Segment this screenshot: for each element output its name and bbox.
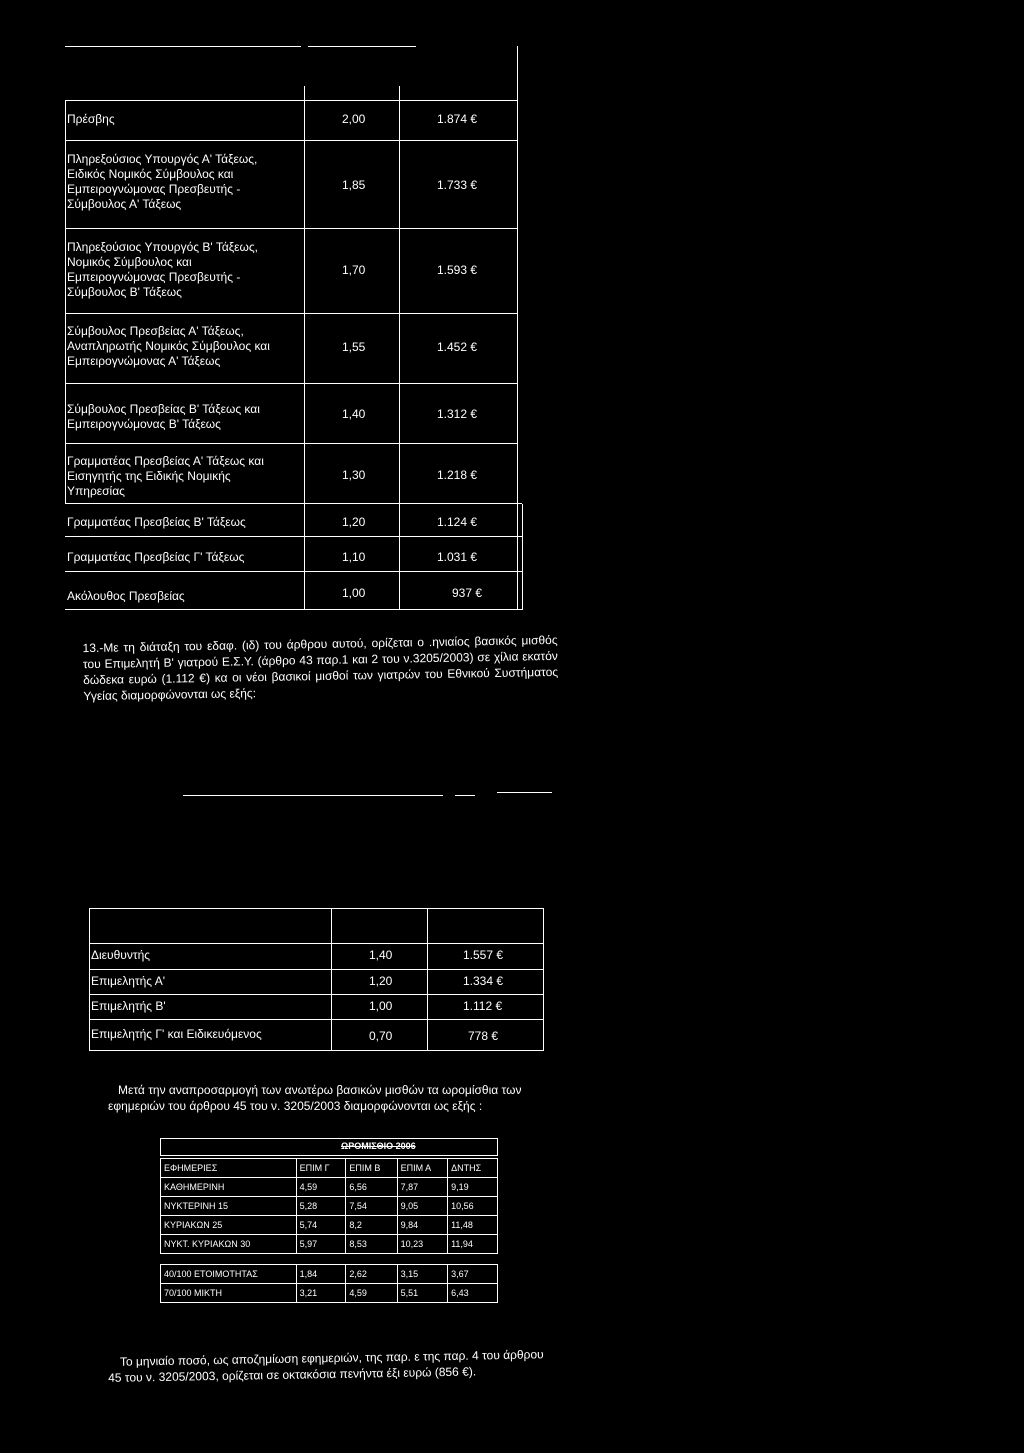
table-cell: 5,28	[296, 1197, 346, 1216]
row-2-salary: 1.733 €	[437, 178, 478, 192]
row-9-title: Ακόλουθος Πρεσβείας	[67, 589, 185, 603]
table-cell: 11,48	[448, 1216, 498, 1235]
table-cell: 6,43	[448, 1284, 498, 1303]
t2-row-4-salary: 778 €	[468, 1029, 499, 1043]
header-cell: ΔΝΤΗΣ	[448, 1159, 498, 1178]
table-cell: 7,87	[397, 1178, 448, 1197]
table-cell	[161, 1254, 498, 1265]
table-row	[161, 1235, 498, 1254]
table-3-caption-box	[160, 1138, 498, 1156]
table-cell: ΚΥΡΙΑΚΩΝ 25	[161, 1216, 297, 1235]
table-row	[161, 1216, 498, 1235]
table-cell: ΝΥΚΤΕΡΙΝΗ 15	[161, 1197, 297, 1216]
paragraph-doctors-salary: 13.-Με τη διάταξη του εδαφ. (ιδ) του άρθρου αυτού, ορίζεται ο .ηνιαίος βασικός μισθός του Επιμελητή Β' γιατρού Ε.Σ.Υ. (άρθρο 43 παρ.1 και 2 του ν.3205/2003) σε χίλια εκατόν δώδεκα ευρώ (1.112 €) κα οι νέοι βασικοί μισθοί των γιατρών του Εθνικού Συστήματος Υγείας διαμορφώνονται ως εξής:	[82, 632, 559, 704]
t2-row-1-title: Διευθυντής	[91, 948, 151, 962]
row-9-coef: 1,00	[342, 586, 366, 600]
table-cell: 3,21	[296, 1284, 346, 1303]
t2-row-2-salary: 1.334 €	[463, 974, 504, 988]
t2-row-2-title: Επιμελητής Α'	[91, 974, 166, 988]
table-cell: 6,56	[346, 1178, 397, 1197]
row-3-salary: 1.593 €	[437, 263, 478, 277]
row-8-title: Γραμματέας Πρεσβείας Γ' Τάξεως	[67, 550, 245, 564]
row-2-coef: 1,85	[342, 178, 366, 192]
paragraph-monthly-amount: Το μηνιαίο ποσό, ως αποζημίωση εφημεριών, της παρ. ε της παρ. 4 του άρθρου 45 του ν. 3205/2003, ορίζεται σε οκτακόσια πενήντα έξι ευρώ (856 €).	[108, 1347, 544, 1385]
t2-row-3-salary: 1.112 €	[463, 999, 503, 1013]
row-3-coef: 1,70	[342, 263, 366, 277]
divider	[497, 792, 552, 793]
table-spacer-row	[161, 1254, 498, 1265]
table-cell: 3,15	[397, 1265, 448, 1284]
row-7-title: Γραμματέας Πρεσβείας Β' Τάξεως	[67, 515, 246, 529]
table-cell: 40/100 ΕΤΟΙΜΟΤΗΤΑΣ	[161, 1265, 297, 1284]
row-8-coef: 1,10	[342, 550, 366, 564]
t2-row-1-salary: 1.557 €	[463, 948, 504, 962]
t2-row-1-coef: 1,40	[369, 948, 393, 962]
row-7-salary: 1.124 €	[437, 515, 478, 529]
header-cell: ΕΠΙΜ Γ	[296, 1159, 346, 1178]
divider	[183, 795, 443, 796]
divider	[455, 795, 475, 796]
table-header-row	[161, 1159, 498, 1178]
table-cell: ΚΑΘΗΜΕΡΙΝΗ	[161, 1178, 297, 1197]
header-cell: ΕΦΗΜΕΡΙΕΣ	[161, 1159, 297, 1178]
row-6-salary: 1.218 €	[437, 468, 478, 482]
table-cell: 10,23	[397, 1235, 448, 1254]
table-cell: 3,67	[448, 1265, 498, 1284]
overtime-table	[160, 1158, 498, 1303]
row-6-title: Γραμματέας Πρεσβείας Α' Τάξεως και Εισηγητής της Ειδικής Νομικής Υπηρεσίας	[67, 454, 264, 498]
table-cell: ΝΥΚΤ. ΚΥΡΙΑΚΩΝ 30	[161, 1235, 297, 1254]
t2-row-4-title: Επιμελητής Γ' και Ειδικευόμενος	[91, 1027, 262, 1041]
table-cell: 4,59	[296, 1178, 346, 1197]
row-5-coef: 1,40	[342, 407, 366, 421]
table-cell: 7,54	[346, 1197, 397, 1216]
table-cell: 5,51	[397, 1284, 448, 1303]
table-cell: 9,19	[448, 1178, 498, 1197]
row-8-salary: 1.031 €	[437, 550, 478, 564]
paragraph-overtime-intro: Μετά την αναπροσαρμογή των ανωτέρω βασικών μισθών τα ωρομίσθια των εφημεριών του άρθρου 45 του ν. 3205/2003 διαμορφώνονται ως εξής :	[108, 1083, 522, 1113]
table-cell: 2,62	[346, 1265, 397, 1284]
row-7-coef: 1,20	[342, 515, 366, 529]
row-3-title: Πληρεξούσιος Υπουργός Β' Τάξεως, Νομικός Σύμβουλος και Εμπειρογνώμονας Πρεσβευτής - Σύμβουλος Β' Τάξεως	[67, 240, 258, 299]
row-1-title: Πρέσβης	[67, 112, 115, 126]
t2-row-2-coef: 1,20	[369, 974, 393, 988]
table-row	[161, 1178, 498, 1197]
row-4-salary: 1.452 €	[437, 340, 478, 354]
table-cell: 8,53	[346, 1235, 397, 1254]
row-4-coef: 1,55	[342, 340, 366, 354]
table-row	[161, 1284, 498, 1303]
t2-row-3-coef: 1,00	[369, 999, 393, 1013]
table-cell: 9,05	[397, 1197, 448, 1216]
row-2-title: Πληρεξούσιος Υπουργός Α' Τάξεως, Ειδικός Νομικός Σύμβουλος και Εμπειρογνώμονας Πρεσβευτής - Σύμβουλος Α' Τάξεως	[67, 152, 258, 211]
table-cell: 1,84	[296, 1265, 346, 1284]
table-cell: 70/100 ΜΙΚΤΗ	[161, 1284, 297, 1303]
t2-row-4-coef: 0,70	[369, 1029, 393, 1043]
table-3-caption: ΩΡΟΜΙΣΘΙΟ 2006	[341, 1141, 416, 1151]
table-row	[161, 1197, 498, 1216]
header-cell: ΕΠΙΜ Α	[397, 1159, 448, 1178]
table-cell: 9,84	[397, 1216, 448, 1235]
t2-row-3-title: Επιμελητής Β'	[91, 999, 166, 1013]
row-6-coef: 1,30	[342, 468, 366, 482]
table-row	[161, 1265, 498, 1284]
row-5-title: Σύμβουλος Πρεσβείας Β' Τάξεως και Εμπειρογνώμονας Β' Τάξεως	[67, 402, 260, 431]
table-cell: 5,74	[296, 1216, 346, 1235]
header-cell: ΕΠΙΜ Β	[346, 1159, 397, 1178]
row-9-salary: 937 €	[452, 586, 483, 600]
row-1-salary: 1.874 €	[437, 112, 478, 126]
table-cell: 5,97	[296, 1235, 346, 1254]
table-cell: 4,59	[346, 1284, 397, 1303]
table-cell: 11,94	[448, 1235, 498, 1254]
table-cell: 10,56	[448, 1197, 498, 1216]
row-5-salary: 1.312 €	[437, 407, 478, 421]
row-4-title: Σύμβουλος Πρεσβείας Α' Τάξεως, Αναπληρωτής Νομικός Σύμβουλος και Εμπειρογνώμονας Α' Τάξεως	[67, 324, 270, 368]
row-1-coef: 2,00	[342, 112, 366, 126]
table-cell: 8,2	[346, 1216, 397, 1235]
